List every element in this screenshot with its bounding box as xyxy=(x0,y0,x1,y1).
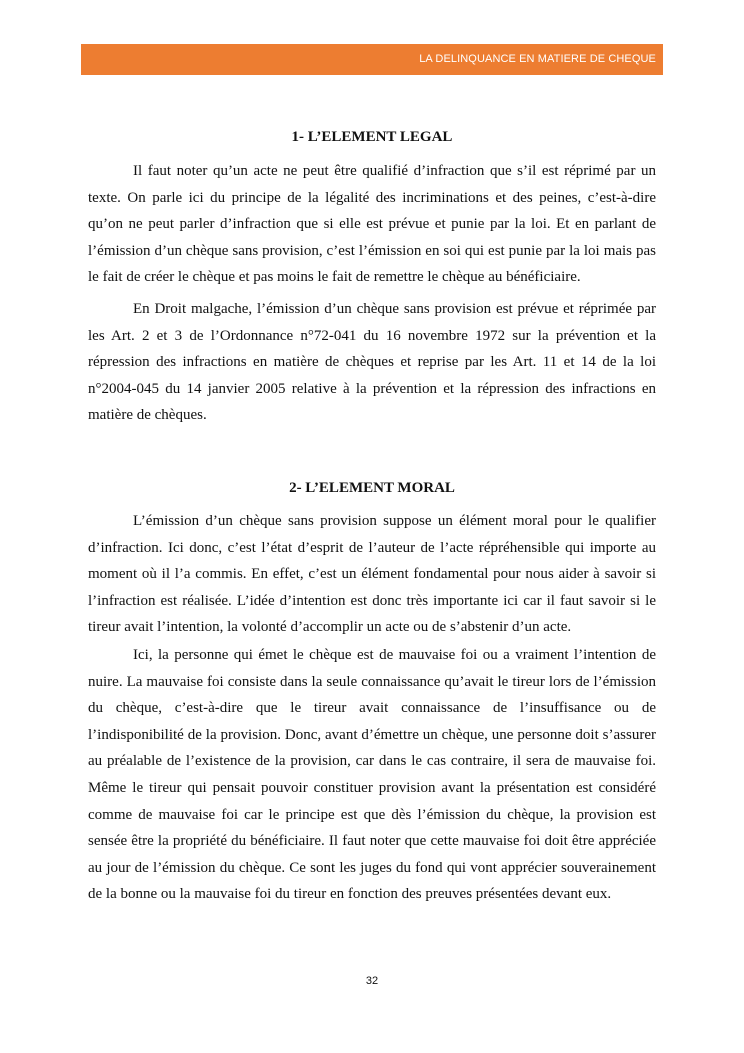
paragraph-line: l’émission d’un chèque sans provision, c’est l’émission en soi qui est punie par la loi mais pas xyxy=(88,242,656,259)
paragraph-line: texte. On parle ici du principe de la légalité des incriminations et des peines, c’est-à-dire xyxy=(88,189,656,206)
paragraph-line: au préalable de l’existence de la provision, car dans le cas contraire, il sera de mauvaise foi. xyxy=(88,753,656,770)
paragraph xyxy=(88,158,656,291)
paragraph-line: Il faut noter qu’un acte ne peut être qualifié d’infraction que s’il est réprimé par un xyxy=(133,163,656,179)
paragraph-line: les Art. 2 et 3 de l’Ordonnance n°72-041 du 16 novembre 1972 sur la prévention et la xyxy=(88,327,656,344)
paragraph-line: du chèque, c’est-à-dire que le tireur avait connaissance de l’insuffisance ou de xyxy=(88,700,656,717)
paragraph-line: répression des infractions en matière de chèques et reprise par les Art. 11 et 14 de la loi xyxy=(88,354,656,371)
paragraph-line: au jour de l’émission du chèque. Ce sont les juges du fond qui vont apprécier souverainement xyxy=(88,859,656,876)
paragraph-line: sensée être la propriété du bénéficiaire. Il faut noter que cette mauvaise foi doit être appréciée xyxy=(88,833,656,850)
section-heading-moral: 2- L’ELEMENT MORAL xyxy=(289,480,455,496)
paragraph-line: nuire. La mauvaise foi consiste dans la seule connaissance qu’avait le tireur lors de l’émission xyxy=(88,673,656,690)
paragraph-line: l’infraction est réalisée. L’idée d’intention est donc très importante ici car il faut savoir si le xyxy=(88,592,656,609)
paragraph xyxy=(88,508,656,641)
paragraph-line: le fait de créer le chèque et pas moins le fait de remettre le chèque au bénéficiaire. xyxy=(88,269,581,286)
paragraph-line: tireur avait l’intention, la volonté d’accomplir un acte ou de s’abstenir d’un acte. xyxy=(88,619,572,636)
paragraph-line: qu’on ne peut parler d’infraction que si elle est prévue et punie par la loi. Et en parlant de xyxy=(88,216,656,233)
paragraph-line: l’indisponibilité de la provision. Donc, avant d’émettre un chèque, une personne doit s’assurer xyxy=(88,726,656,743)
paragraph-line: Même le tireur qui pensait pouvoir constituer provision avant la présentation est considéré xyxy=(88,779,656,796)
paragraph-line: Ici, la personne qui émet le chèque est de mauvaise foi ou a vraiment l’intention de xyxy=(133,647,656,663)
paragraph xyxy=(88,642,656,908)
running-header-title: LA DELINQUANCE EN MATIERE DE CHEQUE xyxy=(419,53,656,65)
paragraph-line: moment où il l’a commis. En effet, c’est un élément fondamental pour nous aider à savoir si xyxy=(88,566,656,583)
paragraph-line: comme de mauvaise foi car le principe est que dès l’émission du chèque, la provision est xyxy=(88,806,656,823)
paragraph xyxy=(88,296,656,429)
paragraph-line: n°2004-045 du 14 janvier 2005 relative à la prévention et la répression des infractions en xyxy=(88,380,656,397)
paragraph-line: matière de chèques. xyxy=(88,407,207,424)
section-heading-legal: 1- L’ELEMENT LEGAL xyxy=(291,129,453,145)
paragraph-line: de la bonne ou la mauvaise foi du tireur en fonction des preuves présentées devant eux. xyxy=(88,886,612,903)
paragraph-line: L’émission d’un chèque sans provision suppose un élément moral pour le qualifier xyxy=(133,513,656,529)
paragraph-line: En Droit malgache, l’émission d’un chèque sans provision est prévue et réprimée par xyxy=(133,301,656,317)
paragraph-line: d’infraction. Ici donc, c’est l’état d’esprit de l’auteur de l’acte répréhensible qui importe au xyxy=(88,539,656,556)
running-header-bar xyxy=(81,44,663,75)
page-number: 32 xyxy=(365,975,379,987)
